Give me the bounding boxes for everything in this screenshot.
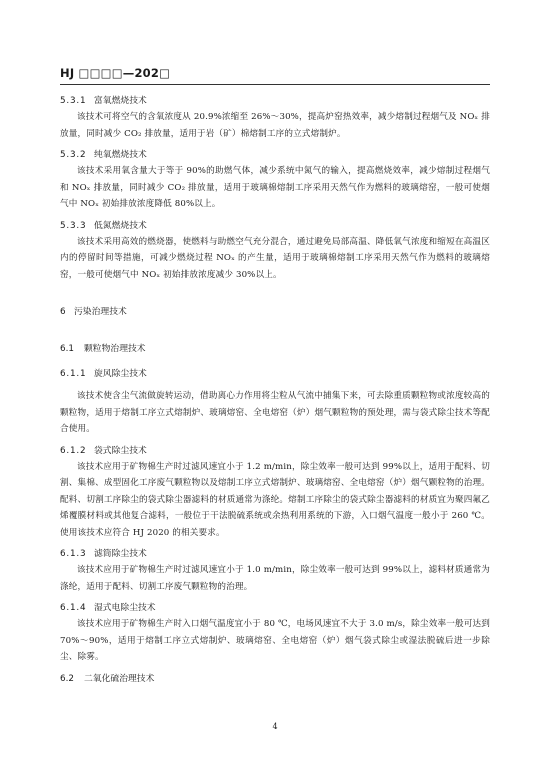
document-body	[60, 94, 490, 687]
section-title: 旋风除尘技术	[94, 369, 147, 379]
section-6-1-1-paragraph: 该技术使含尘气流做旋转运动，借助离心力作用将尘粒从气流中捕集下来，可去除重质颗粒物或浓度较高的颗粒物，适用于熔制工序立式熔制炉、玻璃熔窑、全电熔窑（炉）烟气颗粒物的预处理，需与袋式除尘技术等配合使用。	[60, 391, 490, 434]
section-6-1-3-heading	[60, 547, 490, 562]
section-6-1-heading	[60, 342, 490, 357]
standard-code-header: HJ □□□□—202□	[60, 66, 171, 80]
section-6-1-4-paragraph: 该技术应用于矿物棉生产时入口烟气温度宜小于 80 ℃，电场风速宜不大于 3.0 m/s，除尘效率一般可达到 70%～90%，适用于熔制工序立式熔制炉、玻璃熔窑、全电熔窑（炉）烟气袋式除尘或湿法脱硫后进一步除尘、除雾。	[60, 619, 490, 662]
section-title: 湿式电除尘技术	[94, 603, 156, 613]
section-5-3-2-heading	[60, 148, 490, 163]
section-number: 6.2	[60, 673, 74, 684]
section-title: 富氧燃烧技术	[94, 96, 147, 106]
section-6-1-3-paragraph: 该技术应用于矿物棉生产时过滤风速宜小于 1.0 m/min，除尘效率一般可达到 99%以上，滤料材质通常为涤纶，适用于配料、切割工序废气颗粒物的治理。	[60, 565, 490, 592]
section-5-3-2-paragraph: 该技术采用氧含量大于等于 90%的助燃气体，减少系统中氮气的输入，提高燃烧效率，减少熔制过程烟气和 NOₓ 排放量，同时减少 CO₂ 排放量，适用于玻璃棉熔制工序采用天然气作为燃料的玻璃熔窑，一般可使烟气中 NOₓ 初始排放浓度降低 80%以上。	[60, 166, 490, 209]
page-number: 4	[272, 722, 278, 731]
section-6-1-4-heading	[60, 601, 490, 616]
section-title: 二氧化硫治理技术	[84, 673, 155, 684]
section-title: 滤筒除尘技术	[94, 549, 147, 559]
section-5-3-1-paragraph: 该技术可将空气的含氧浓度从 20.9%浓缩至 26%～30%，提高炉窑热效率，减少熔制过程烟气及 NOₓ 排放量，同时减少 CO₂ 排放量，适用于岩（矿）棉熔制工序的立式熔制炉。	[60, 112, 490, 139]
section-6-1-2-heading	[60, 444, 490, 459]
section-number: 6.1.4	[60, 603, 87, 613]
section-6-2-heading	[60, 672, 490, 687]
section-5-3-3-heading	[60, 219, 490, 234]
section-number: 5.3.3	[60, 220, 87, 231]
section-number: 6.1.1	[60, 369, 87, 379]
section-number: 6.1.3	[60, 549, 87, 559]
section-title: 袋式除尘技术	[94, 445, 147, 456]
section-6-1-1-heading	[60, 367, 490, 382]
section-title: 低氮燃烧技术	[94, 220, 147, 231]
section-title: 颗粒物治理技术	[84, 344, 146, 354]
section-number: 6.1.2	[60, 445, 87, 456]
section-number: 5.3.2	[60, 150, 87, 160]
section-number: 6.1	[60, 344, 74, 354]
section-number: 5.3.1	[60, 96, 87, 106]
section-5-3-3-paragraph: 该技术采用高效的燃烧器，使燃料与助燃空气充分混合，通过避免局部高温、降低氧气浓度和缩短在高温区内的停留时间等措施，可减少燃烧过程 NOₓ 的产生量，适用于玻璃棉熔制工序采用天然气作为燃料的玻璃熔窑，一般可使烟气中 NOₓ 初始排放浓度减少 30%以上。	[60, 236, 490, 280]
section-title: 纯氧燃烧技术	[94, 150, 147, 160]
section-title: 污染治理技术	[74, 307, 127, 317]
section-6-heading	[60, 305, 490, 320]
section-number: 6	[60, 307, 66, 317]
section-6-1-2-paragraph: 该技术应用于矿物棉生产时过滤风速宜小于 1.2 m/min，除尘效率一般可达到 99%以上，适用于配料、切割、集棉、成型固化工序废气颗粒物以及熔制工序立式熔制炉、玻璃熔窑、全电熔窑（炉）烟气颗粒物的治理。配料、切割工序除尘的袋式除尘器滤料的材质通常为涤纶。熔制工序除尘的袋式除尘器滤料的材质宜为聚四氟乙烯覆膜材料或其他复合滤料，一般位于干法脱硫系统或余热利用系统的下游，入口烟气温度一般小于 260 ℃。使用该技术应符合 HJ 2020 的相关要求。	[60, 461, 490, 538]
section-5-3-1-heading	[60, 94, 490, 109]
header-divider	[60, 84, 490, 85]
